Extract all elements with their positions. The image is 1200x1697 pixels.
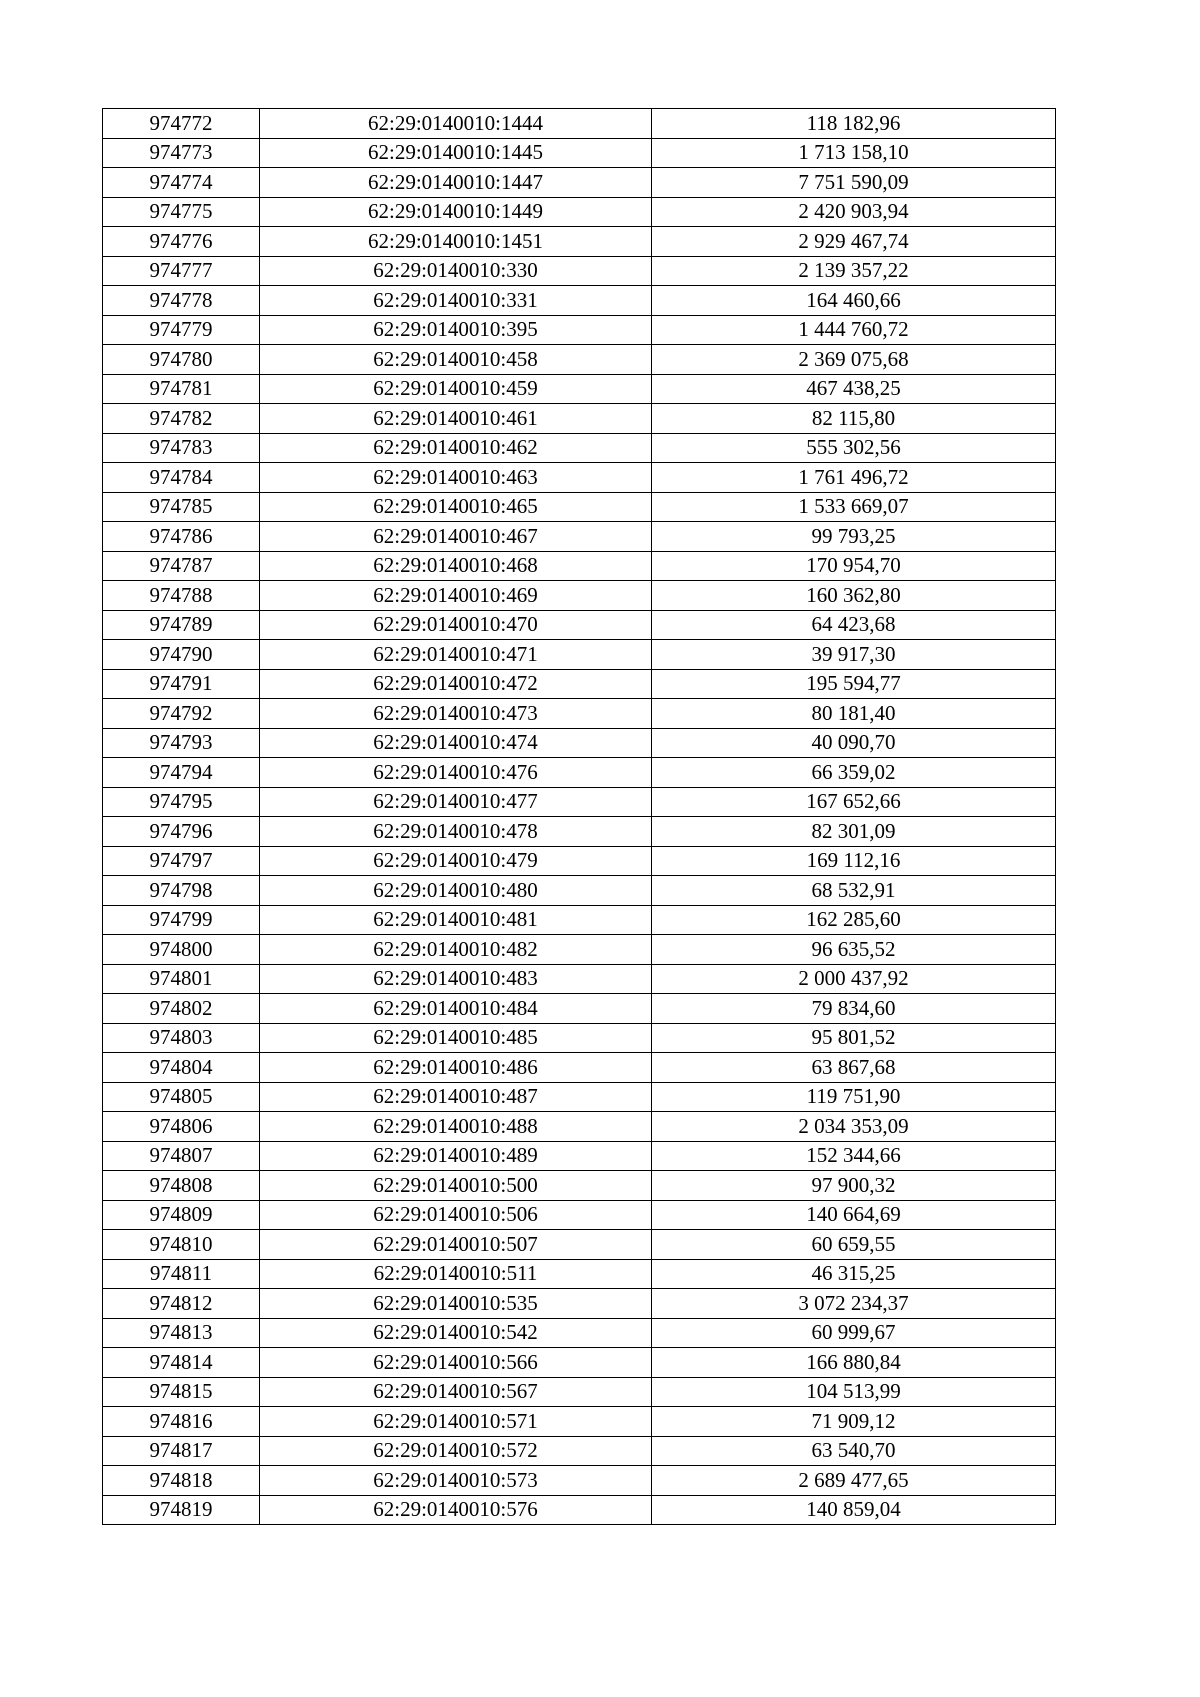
value-cell: 95 801,52 <box>652 1023 1056 1053</box>
value-cell: 63 540,70 <box>652 1436 1056 1466</box>
cadastral-number-cell: 62:29:0140010:471 <box>260 640 652 670</box>
cadastral-number-cell: 62:29:0140010:507 <box>260 1230 652 1260</box>
cadastral-number-cell: 62:29:0140010:573 <box>260 1466 652 1496</box>
cadastral-number-cell: 62:29:0140010:479 <box>260 846 652 876</box>
value-cell: 195 594,77 <box>652 669 1056 699</box>
cadastral-number-cell: 62:29:0140010:566 <box>260 1348 652 1378</box>
row-number-cell: 974801 <box>103 964 260 994</box>
table-row <box>103 1082 1056 1112</box>
row-number-cell: 974819 <box>103 1495 260 1525</box>
table-row <box>103 640 1056 670</box>
table-row <box>103 197 1056 227</box>
value-cell: 555 302,56 <box>652 433 1056 463</box>
row-number-cell: 974794 <box>103 758 260 788</box>
value-cell: 166 880,84 <box>652 1348 1056 1378</box>
row-number-cell: 974817 <box>103 1436 260 1466</box>
value-cell: 118 182,96 <box>652 109 1056 139</box>
cadastral-number-cell: 62:29:0140010:478 <box>260 817 652 847</box>
cadastral-number-cell: 62:29:0140010:481 <box>260 905 652 935</box>
row-number-cell: 974779 <box>103 315 260 345</box>
cadastral-number-cell: 62:29:0140010:486 <box>260 1053 652 1083</box>
value-cell: 39 917,30 <box>652 640 1056 670</box>
table-row <box>103 1023 1056 1053</box>
value-cell: 60 659,55 <box>652 1230 1056 1260</box>
cadastral-number-cell: 62:29:0140010:472 <box>260 669 652 699</box>
cadastral-number-cell: 62:29:0140010:487 <box>260 1082 652 1112</box>
cadastral-number-cell: 62:29:0140010:572 <box>260 1436 652 1466</box>
row-number-cell: 974800 <box>103 935 260 965</box>
table-row <box>103 876 1056 906</box>
value-cell: 2 034 353,09 <box>652 1112 1056 1142</box>
table-row <box>103 463 1056 493</box>
table-row <box>103 994 1056 1024</box>
value-cell: 2 000 437,92 <box>652 964 1056 994</box>
row-number-cell: 974816 <box>103 1407 260 1437</box>
value-cell: 467 438,25 <box>652 374 1056 404</box>
row-number-cell: 974787 <box>103 551 260 581</box>
table-row <box>103 551 1056 581</box>
table-row <box>103 699 1056 729</box>
value-cell: 1 713 158,10 <box>652 138 1056 168</box>
value-cell: 1 444 760,72 <box>652 315 1056 345</box>
row-number-cell: 974782 <box>103 404 260 434</box>
cadastral-number-cell: 62:29:0140010:571 <box>260 1407 652 1437</box>
cadastral-number-cell: 62:29:0140010:511 <box>260 1259 652 1289</box>
cadastral-number-cell: 62:29:0140010:488 <box>260 1112 652 1142</box>
row-number-cell: 974818 <box>103 1466 260 1496</box>
table-row <box>103 492 1056 522</box>
value-cell: 66 359,02 <box>652 758 1056 788</box>
table-row <box>103 817 1056 847</box>
cadastral-number-cell: 62:29:0140010:506 <box>260 1200 652 1230</box>
cadastral-number-cell: 62:29:0140010:1451 <box>260 227 652 257</box>
row-number-cell: 974810 <box>103 1230 260 1260</box>
table-row <box>103 1230 1056 1260</box>
row-number-cell: 974772 <box>103 109 260 139</box>
row-number-cell: 974807 <box>103 1141 260 1171</box>
cadastral-number-cell: 62:29:0140010:1445 <box>260 138 652 168</box>
value-cell: 46 315,25 <box>652 1259 1056 1289</box>
row-number-cell: 974774 <box>103 168 260 198</box>
value-cell: 71 909,12 <box>652 1407 1056 1437</box>
row-number-cell: 974781 <box>103 374 260 404</box>
row-number-cell: 974773 <box>103 138 260 168</box>
row-number-cell: 974804 <box>103 1053 260 1083</box>
cadastral-number-cell: 62:29:0140010:1447 <box>260 168 652 198</box>
row-number-cell: 974802 <box>103 994 260 1024</box>
table-row <box>103 1259 1056 1289</box>
value-cell: 119 751,90 <box>652 1082 1056 1112</box>
value-cell: 80 181,40 <box>652 699 1056 729</box>
row-number-cell: 974784 <box>103 463 260 493</box>
row-number-cell: 974797 <box>103 846 260 876</box>
table-row <box>103 1141 1056 1171</box>
row-number-cell: 974795 <box>103 787 260 817</box>
value-cell: 63 867,68 <box>652 1053 1056 1083</box>
row-number-cell: 974792 <box>103 699 260 729</box>
table-row <box>103 1436 1056 1466</box>
row-number-cell: 974805 <box>103 1082 260 1112</box>
table-body <box>103 109 1056 1525</box>
cadastral-number-cell: 62:29:0140010:484 <box>260 994 652 1024</box>
table-row <box>103 109 1056 139</box>
value-cell: 96 635,52 <box>652 935 1056 965</box>
table-row <box>103 404 1056 434</box>
cadastral-number-cell: 62:29:0140010:476 <box>260 758 652 788</box>
table-row <box>103 168 1056 198</box>
table-row <box>103 1495 1056 1525</box>
row-number-cell: 974790 <box>103 640 260 670</box>
cadastral-number-cell: 62:29:0140010:485 <box>260 1023 652 1053</box>
table-row <box>103 669 1056 699</box>
table-row <box>103 905 1056 935</box>
value-cell: 2 369 075,68 <box>652 345 1056 375</box>
row-number-cell: 974789 <box>103 610 260 640</box>
table-row <box>103 286 1056 316</box>
row-number-cell: 974813 <box>103 1318 260 1348</box>
table-row <box>103 1348 1056 1378</box>
cadastral-number-cell: 62:29:0140010:480 <box>260 876 652 906</box>
row-number-cell: 974778 <box>103 286 260 316</box>
table-row <box>103 610 1056 640</box>
table-row <box>103 315 1056 345</box>
cadastral-number-cell: 62:29:0140010:477 <box>260 787 652 817</box>
cadastral-number-cell: 62:29:0140010:458 <box>260 345 652 375</box>
cadastral-number-cell: 62:29:0140010:474 <box>260 728 652 758</box>
value-cell: 97 900,32 <box>652 1171 1056 1201</box>
cadastral-number-cell: 62:29:0140010:467 <box>260 522 652 552</box>
table-row <box>103 522 1056 552</box>
cadastral-number-cell: 62:29:0140010:330 <box>260 256 652 286</box>
row-number-cell: 974814 <box>103 1348 260 1378</box>
value-cell: 104 513,99 <box>652 1377 1056 1407</box>
value-cell: 2 929 467,74 <box>652 227 1056 257</box>
row-number-cell: 974793 <box>103 728 260 758</box>
row-number-cell: 974809 <box>103 1200 260 1230</box>
value-cell: 167 652,66 <box>652 787 1056 817</box>
value-cell: 1 533 669,07 <box>652 492 1056 522</box>
table-row <box>103 1289 1056 1319</box>
value-cell: 162 285,60 <box>652 905 1056 935</box>
row-number-cell: 974808 <box>103 1171 260 1201</box>
table-row <box>103 846 1056 876</box>
table-row <box>103 728 1056 758</box>
value-cell: 2 420 903,94 <box>652 197 1056 227</box>
row-number-cell: 974796 <box>103 817 260 847</box>
cadastral-number-cell: 62:29:0140010:463 <box>260 463 652 493</box>
value-cell: 79 834,60 <box>652 994 1056 1024</box>
table-row <box>103 758 1056 788</box>
value-cell: 2 689 477,65 <box>652 1466 1056 1496</box>
cadastral-number-cell: 62:29:0140010:483 <box>260 964 652 994</box>
value-cell: 152 344,66 <box>652 1141 1056 1171</box>
value-cell: 169 112,16 <box>652 846 1056 876</box>
table-row <box>103 787 1056 817</box>
row-number-cell: 974788 <box>103 581 260 611</box>
row-number-cell: 974775 <box>103 197 260 227</box>
cadastral-number-cell: 62:29:0140010:489 <box>260 1141 652 1171</box>
row-number-cell: 974799 <box>103 905 260 935</box>
value-cell: 7 751 590,09 <box>652 168 1056 198</box>
table-row <box>103 1171 1056 1201</box>
row-number-cell: 974812 <box>103 1289 260 1319</box>
cadastral-number-cell: 62:29:0140010:395 <box>260 315 652 345</box>
cadastral-number-cell: 62:29:0140010:470 <box>260 610 652 640</box>
cadastral-number-cell: 62:29:0140010:1444 <box>260 109 652 139</box>
row-number-cell: 974777 <box>103 256 260 286</box>
cadastral-number-cell: 62:29:0140010:462 <box>260 433 652 463</box>
row-number-cell: 974780 <box>103 345 260 375</box>
table-row <box>103 227 1056 257</box>
table-row <box>103 1053 1056 1083</box>
table-row <box>103 1318 1056 1348</box>
value-cell: 140 664,69 <box>652 1200 1056 1230</box>
value-cell: 170 954,70 <box>652 551 1056 581</box>
table-row <box>103 935 1056 965</box>
value-cell: 140 859,04 <box>652 1495 1056 1525</box>
row-number-cell: 974815 <box>103 1377 260 1407</box>
value-cell: 64 423,68 <box>652 610 1056 640</box>
table-row <box>103 1466 1056 1496</box>
value-cell: 68 532,91 <box>652 876 1056 906</box>
table-row <box>103 964 1056 994</box>
row-number-cell: 974783 <box>103 433 260 463</box>
value-cell: 1 761 496,72 <box>652 463 1056 493</box>
cadastral-number-cell: 62:29:0140010:331 <box>260 286 652 316</box>
row-number-cell: 974806 <box>103 1112 260 1142</box>
row-number-cell: 974786 <box>103 522 260 552</box>
value-cell: 40 090,70 <box>652 728 1056 758</box>
cadastral-number-cell: 62:29:0140010:535 <box>260 1289 652 1319</box>
cadastral-number-cell: 62:29:0140010:576 <box>260 1495 652 1525</box>
table-row <box>103 345 1056 375</box>
table-row <box>103 581 1056 611</box>
row-number-cell: 974785 <box>103 492 260 522</box>
cadastral-number-cell: 62:29:0140010:542 <box>260 1318 652 1348</box>
table-row <box>103 433 1056 463</box>
value-cell: 99 793,25 <box>652 522 1056 552</box>
value-cell: 2 139 357,22 <box>652 256 1056 286</box>
value-cell: 3 072 234,37 <box>652 1289 1056 1319</box>
row-number-cell: 974798 <box>103 876 260 906</box>
value-cell: 164 460,66 <box>652 286 1056 316</box>
cadastral-number-cell: 62:29:0140010:482 <box>260 935 652 965</box>
table-row <box>103 374 1056 404</box>
table-row <box>103 138 1056 168</box>
row-number-cell: 974803 <box>103 1023 260 1053</box>
table-row <box>103 1377 1056 1407</box>
cadastral-number-cell: 62:29:0140010:469 <box>260 581 652 611</box>
value-cell: 60 999,67 <box>652 1318 1056 1348</box>
value-cell: 160 362,80 <box>652 581 1056 611</box>
cadastral-number-cell: 62:29:0140010:461 <box>260 404 652 434</box>
cadastral-number-cell: 62:29:0140010:500 <box>260 1171 652 1201</box>
data-table <box>102 108 1056 1525</box>
cadastral-number-cell: 62:29:0140010:1449 <box>260 197 652 227</box>
table-row <box>103 1407 1056 1437</box>
cadastral-number-cell: 62:29:0140010:567 <box>260 1377 652 1407</box>
cadastral-number-cell: 62:29:0140010:459 <box>260 374 652 404</box>
value-cell: 82 301,09 <box>652 817 1056 847</box>
cadastral-number-cell: 62:29:0140010:473 <box>260 699 652 729</box>
row-number-cell: 974776 <box>103 227 260 257</box>
table-row <box>103 1112 1056 1142</box>
row-number-cell: 974811 <box>103 1259 260 1289</box>
table-row <box>103 256 1056 286</box>
value-cell: 82 115,80 <box>652 404 1056 434</box>
cadastral-number-cell: 62:29:0140010:465 <box>260 492 652 522</box>
cadastral-number-cell: 62:29:0140010:468 <box>260 551 652 581</box>
row-number-cell: 974791 <box>103 669 260 699</box>
table-row <box>103 1200 1056 1230</box>
